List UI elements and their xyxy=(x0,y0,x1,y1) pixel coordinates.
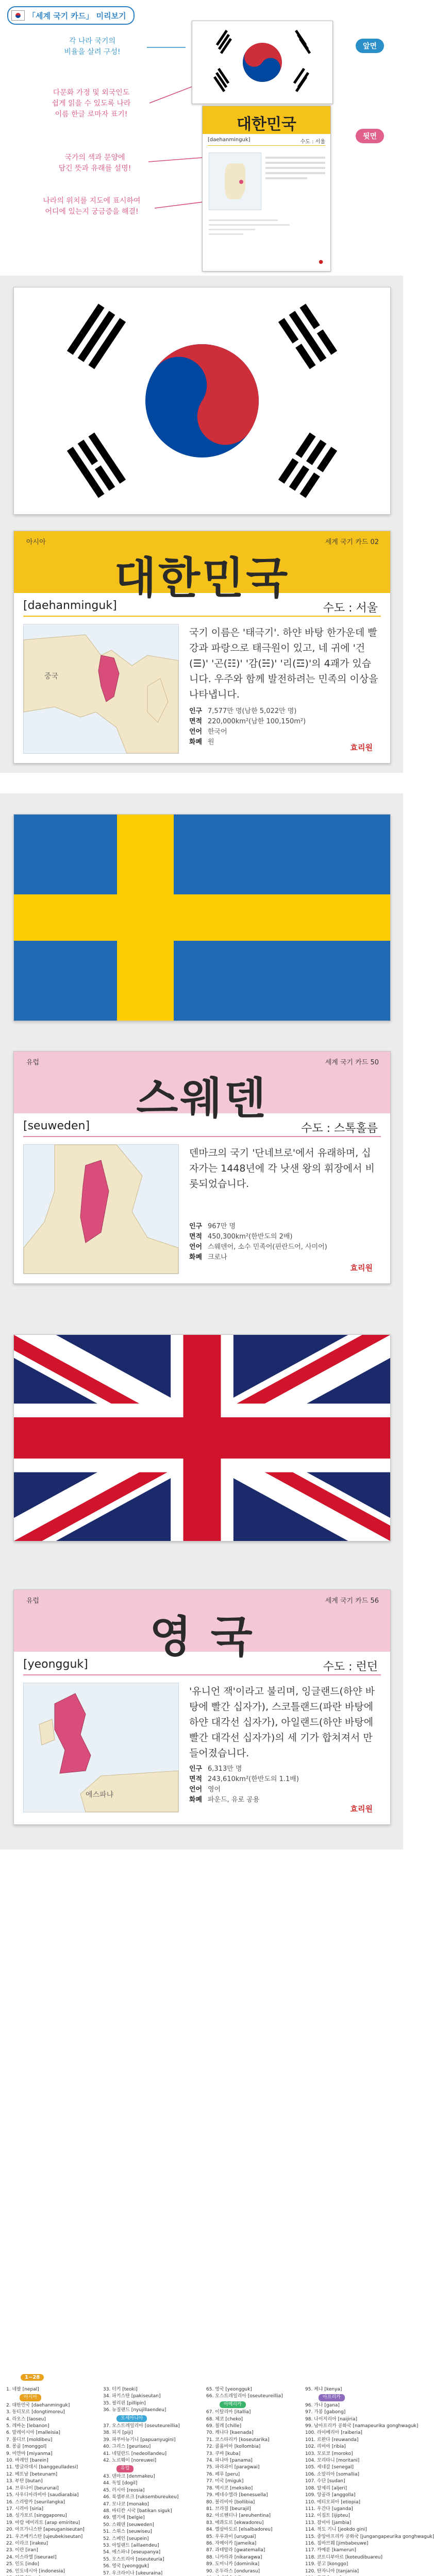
list-item: 49. 벨기에 [belgie] xyxy=(103,2515,145,2521)
list-item: 89. 도미니카 [dominika] xyxy=(206,2562,260,2567)
uk-flag-section xyxy=(0,1314,403,1561)
country-list-col-1 xyxy=(6,2386,102,2576)
country-list-col-2 xyxy=(103,2386,198,2576)
fact-row: 화폐 파운드, 유로 공용 xyxy=(189,1796,260,1804)
uk-back-card xyxy=(13,1589,391,1825)
list-item: 82. 아르헨티나 [areuhentina] xyxy=(206,2513,271,2519)
fact-row: 면적 450,300km²(한반도의 2배) xyxy=(189,1233,293,1241)
list-item: 69. 칠레 [chille] xyxy=(206,2424,242,2429)
country-romanization: [daehanminguk] xyxy=(23,599,117,612)
preview-callout-map: 나라의 위치를 지도에 표시하여 어디에 있는지 궁금증을 해결! xyxy=(43,197,141,216)
korea-back-card xyxy=(13,531,391,764)
korea-mini-flag xyxy=(192,21,332,104)
list-item: 5. 레바논 [lebanon] xyxy=(6,2424,49,2429)
publisher-logo: 효리원 xyxy=(350,1263,373,1273)
list-item: 18. 싱가포르 [singgaporeu] xyxy=(6,2513,67,2519)
preview-mini-map xyxy=(209,152,261,210)
list-item: 10. 바레인 [barein] xyxy=(6,2458,48,2464)
list-item: 120. 탄자니아 [tanjania] xyxy=(305,2568,359,2574)
uk-flag-card xyxy=(13,1334,391,1541)
list-item: 22. 이라크 [irakeu] xyxy=(6,2540,48,2546)
list-item: 115. 중앙아프리카 공화국 [jungangapeurika gonghwaguk] xyxy=(305,2534,434,2539)
continent-label: 유럽 xyxy=(26,1597,40,1605)
preview-mini-rom: [daehanminguk] xyxy=(208,137,251,143)
fact-row: 언어 한국어 xyxy=(189,728,227,736)
sweden-card-section xyxy=(0,1036,403,1314)
list-item: 112. 이집트 [ijipteu] xyxy=(305,2513,350,2519)
list-item: 53. 아일랜드 [aillaendeu] xyxy=(103,2543,159,2548)
list-item: 87. 과테말라 [gwatemalla] xyxy=(206,2548,265,2553)
list-item: 113. 잠비아 [jambia] xyxy=(305,2520,352,2526)
preview-callout-meaning: 국가의 색과 문양에 담긴 뜻과 유래를 설명! xyxy=(58,154,131,173)
list-item: 76. 페루 [peru] xyxy=(206,2471,240,2477)
preview-front-card xyxy=(192,21,333,104)
list-item: 98. 나이지리아 [naijiria] xyxy=(305,2416,357,2422)
preview-section xyxy=(0,0,403,276)
list-item: 47. 모나코 [monako] xyxy=(103,2501,149,2507)
list-item: 56. 영국 [yeongguk] xyxy=(103,2564,149,2569)
list-item: 3. 동티모르 [dongtimoreu] xyxy=(6,2410,65,2415)
list-item: 34. 파키스탄 [pakiseutan] xyxy=(103,2394,161,2399)
korea-flag-card xyxy=(13,287,391,515)
list-item: 21. 우즈베키스탄 [ujeubekiseutan] xyxy=(6,2534,83,2539)
list-item: 48. 바티칸 시국 [batikan siguk] xyxy=(103,2508,172,2514)
list-item: 110. 에티오피아 [etiopia] xyxy=(305,2499,361,2505)
preview-callout-ratio: 각 나라 국기의 비율을 살려 구성! xyxy=(64,37,121,56)
list-item: 101. 르완다 [reuwanda] xyxy=(305,2437,359,2443)
list-item: 15. 사우디아라비아 [saudiarabia] xyxy=(6,2493,79,2498)
list-item: 116. 짐바브웨 [jimbabeuwe] xyxy=(305,2540,369,2546)
list-item: 86. 자메이카 [jameika] xyxy=(206,2540,257,2546)
continent-label: 유럽 xyxy=(26,1059,40,1066)
list-item: 38. 피지 [piji] xyxy=(103,2430,133,2436)
list-category-badge: 아시아 xyxy=(20,2394,41,2401)
preview-mini-name: 대한민국 xyxy=(237,115,296,133)
list-item: 105. 세네갈 [senegal] xyxy=(305,2465,354,2470)
list-item: 102. 리비아 [ribia] xyxy=(305,2444,346,2450)
list-item: 85. 우루과이 [uruguai] xyxy=(206,2534,256,2539)
series-label: 세계 국기 카드 50 xyxy=(325,1059,379,1066)
korea-flag xyxy=(14,287,390,514)
list-item: 39. 파푸아뉴기니 [papuanyugini] xyxy=(103,2437,176,2443)
list-item: 4. 라오스 [laoseu] xyxy=(6,2416,46,2422)
map-label: 에스파냐 xyxy=(86,1791,114,1799)
list-category-badge: 아메리카 xyxy=(220,2401,246,2408)
fact-row: 인구 967만 명 xyxy=(189,1223,236,1230)
list-item: 84. 엘살바도르 [elsalbadoreu] xyxy=(206,2527,273,2533)
uk-map xyxy=(23,1683,179,1812)
list-item: 9. 미얀마 [miyanma] xyxy=(6,2451,53,2456)
list-item: 66. 오스트레일리아 [oseuteureillia] xyxy=(206,2394,283,2399)
list-category-badge: 아프리카 xyxy=(319,2394,345,2401)
list-item: 33. 터키 [teoki] xyxy=(103,2387,138,2392)
list-category-badge: 오세아니아 xyxy=(116,2415,147,2422)
list-item: 2. 대한민국 [daehanminguk] xyxy=(6,2402,70,2408)
list-item: 1. 네팔 [nepal] xyxy=(6,2387,39,2392)
list-item: 52. 스페인 [seupein] xyxy=(103,2536,149,2541)
uk-title-band xyxy=(14,1590,390,1662)
list-item: 16. 스리랑카 [seurilangka] xyxy=(6,2499,65,2505)
list-item: 117. 카메룬 [kamerun] xyxy=(305,2548,356,2553)
list-item: 54. 에스파냐 [eseupanya] xyxy=(103,2550,161,2555)
list-item: 42. 노르웨이 [noreuwei] xyxy=(103,2458,157,2464)
country-capital: 수도 : 스톡홀름 xyxy=(301,1122,378,1135)
list-item: 99. 남아프리카 공화국 [namapeurika gonghwaguk] xyxy=(305,2424,419,2429)
list-item: 75. 파라과이 [paragwai] xyxy=(206,2465,260,2470)
list-item: 6. 말레이시아 [malleisia] xyxy=(6,2430,60,2436)
list-item: 11. 방글라데시 [banggeulladesi] xyxy=(6,2465,78,2470)
uk-flag xyxy=(14,1335,390,1541)
list-item: 100. 라이베리아 [raiberia] xyxy=(305,2430,362,2436)
country-description: '유니언 잭'이라고 불리며, 잉글랜드(하얀 바탕에 빨간 십자가), 스코틀랜드(파란 바탕에 하얀 대각선 십자가), 아일랜드(하얀 바탕에 빨간 대각선 십자가)의 세 기가 합쳐져서 만들어졌습니다. xyxy=(189,1686,375,1759)
country-description: 덴마크의 국기 '단네브로'에서 유래하며, 십자가는 1448년에 각 낫샌 왕의 휘장에서 비롯되었습니다. xyxy=(189,1147,375,1190)
list-item: 118. 코트디부아르 [koteudibuareu] xyxy=(305,2554,383,2560)
list-item: 109. 앙골라 [anggolla] xyxy=(305,2493,356,2498)
country-name: 대한민국 xyxy=(114,552,290,603)
list-item: 14. 브루나이 [beurunai] xyxy=(6,2485,59,2491)
list-item: 20. 아프가니스탄 [apeuganiseutan] xyxy=(6,2527,85,2533)
list-item: 119. 콩고 [konggo] xyxy=(305,2562,348,2567)
fact-row: 화폐 크로나 xyxy=(189,1253,227,1261)
fact-row: 인구 6,313만 명 xyxy=(189,1765,242,1773)
list-item: 50. 스웨덴 [seuweden] xyxy=(103,2522,154,2528)
list-item: 40. 그리스 [geuriseu] xyxy=(103,2444,151,2450)
country-capital: 수도 : 서울 xyxy=(323,602,378,615)
sweden-back-card xyxy=(13,1051,391,1284)
list-item: 107. 수단 [sudan] xyxy=(305,2479,345,2484)
list-item: 78. 멕시코 [meksiko] xyxy=(206,2485,253,2491)
publisher-logo: 효리원 xyxy=(350,1804,373,1814)
country-facts xyxy=(189,706,380,748)
list-item: 80. 볼리비아 [bollibia] xyxy=(206,2499,255,2505)
list-item: 26. 인도네시아 [indonesia] xyxy=(6,2568,65,2574)
list-item: 114. 적도 기니 [jeokdo gini] xyxy=(305,2527,367,2533)
korea-title-band xyxy=(14,531,390,603)
list-item: 23. 이란 [iran] xyxy=(6,2548,38,2553)
sweden-flag xyxy=(14,815,390,1021)
list-category-badge: 유럽 xyxy=(116,2465,133,2472)
list-item: 45. 러시아 [reosia] xyxy=(103,2487,145,2493)
list-item: 51. 스위스 [seuwiseu] xyxy=(103,2529,152,2535)
list-item: 57. 우크라이나 [ukeuraina] xyxy=(103,2570,163,2576)
preview-mini-publisher-logo: ● xyxy=(319,259,323,265)
preview-back-card xyxy=(202,106,331,272)
country-facts xyxy=(189,1764,380,1805)
range-badge: 1~28 xyxy=(21,2374,44,2381)
fact-row: 인구 7,577만 명(남한 5,022만 명) xyxy=(189,707,297,715)
list-item: 19. 아랍 에미리트 [arap emiriteu] xyxy=(6,2520,80,2526)
sweden-flag-section xyxy=(0,793,403,1036)
list-item: 95. 케냐 [kenya] xyxy=(305,2387,342,2392)
preview-mini-capital: 수도 : 서울 xyxy=(300,139,325,145)
preview-callout-romanization: 다문화 가정 및 외국인도 쉽게 읽을 수 있도록 나라 이름 한글 로마자 표기! xyxy=(52,89,131,118)
list-item: 106. 소말리아 [somallia] xyxy=(305,2471,360,2477)
continent-label: 아시아 xyxy=(26,538,46,546)
list-item: 104. 모리타니 [moritani] xyxy=(305,2458,360,2464)
map-label: 중국 xyxy=(44,672,59,681)
list-item: 83. 에콰도르 [ekwadoreu] xyxy=(206,2520,264,2526)
list-item: 13. 부탄 [butan] xyxy=(6,2479,43,2484)
front-label: 앞면 xyxy=(356,39,384,53)
country-name: 스웨덴 xyxy=(136,1073,268,1124)
list-item: 67. 이탈리아 [itallia] xyxy=(206,2410,251,2415)
sweden-flag-card xyxy=(13,814,391,1021)
list-item: 37. 오스트레일리아 [oseuteureillia] xyxy=(103,2424,180,2429)
fact-row: 화폐 원 xyxy=(189,738,214,746)
list-item: 103. 모로코 [moroko] xyxy=(305,2451,353,2456)
series-label: 세계 국기 카드 02 xyxy=(325,538,379,546)
list-item: 70. 캐나다 [kaenada] xyxy=(206,2430,254,2436)
list-item: 36. 뉴질랜드 [nyujillaendeu] xyxy=(103,2408,166,2413)
korea-flag-section xyxy=(0,276,403,526)
fact-row: 언어 스웨덴어, 소수 민족어(핀란드어, 사미어) xyxy=(189,1243,327,1251)
list-item: 111. 우간다 [uganda] xyxy=(305,2506,353,2512)
list-item: 71. 코스타리카 [koseutarika] xyxy=(206,2437,270,2443)
country-description: 국기 이름은 '태극기'. 하얀 바탕 한가운데 빨강과 파랑으로 태극원이 있고, 네 귀에 '건(☰)' '곤(☷)' '감(☵)' '리(☲)'의 4괘가 있습니다. 우주와 함께 발전하려는 민족의 이상을 나타냅니다. xyxy=(189,627,378,700)
list-item: 44. 독일 [dogil] xyxy=(103,2481,138,2486)
list-item: 46. 룩셈부르크 [ruksembureukeu] xyxy=(103,2495,179,2500)
list-item: 35. 필리핀 [pillipin] xyxy=(103,2400,146,2406)
country-romanization: [seuweden] xyxy=(23,1120,90,1132)
country-romanization: [yeongguk] xyxy=(23,1658,88,1671)
back-label: 뒷면 xyxy=(356,129,384,143)
publisher-logo: 효리원 xyxy=(350,743,373,752)
list-item: 97. 가봉 [gabong] xyxy=(305,2410,346,2415)
list-item: 90. 온두라스 [ondurasu] xyxy=(206,2568,260,2574)
list-item: 72. 콜롬비아 [kollombia] xyxy=(206,2444,261,2450)
list-item: 73. 쿠바 [kuba] xyxy=(206,2451,241,2456)
list-item: 65. 영국 [yeongguk] xyxy=(206,2387,252,2392)
list-item: 43. 덴마크 [denmakeu] xyxy=(103,2473,155,2479)
fact-row: 언어 영어 xyxy=(189,1786,221,1793)
country-name: 영 국 xyxy=(149,1611,255,1662)
list-item: 24. 이스라엘 [iseurael] xyxy=(6,2554,57,2560)
list-item: 74. 파나마 [panama] xyxy=(206,2458,253,2464)
list-item: 7. 몰디브 [moldibeu] xyxy=(6,2437,53,2443)
series-label: 세계 국기 카드 56 xyxy=(325,1597,379,1605)
uk-card-section xyxy=(0,1561,403,1850)
list-item: 8. 몽골 [monggol] xyxy=(6,2444,47,2450)
country-facts xyxy=(189,1222,380,1263)
list-item: 68. 체코 [cheko] xyxy=(206,2416,243,2422)
list-item: 88. 니카라과 [nikaragwa] xyxy=(206,2554,262,2560)
list-item: 25. 인도 [indo] xyxy=(6,2562,39,2567)
list-item: 81. 브라질 [beurajil] xyxy=(206,2506,251,2512)
list-item: 96. 가나 [gana] xyxy=(305,2402,340,2408)
list-item: 55. 오스트리아 [oseuteuria] xyxy=(103,2556,164,2562)
list-item: 17. 시리아 [siria] xyxy=(6,2506,44,2512)
fact-row: 면적 243,610km²(한반도의 1.1배) xyxy=(189,1775,299,1783)
sweden-map xyxy=(23,1144,179,1274)
list-item: 41. 네덜란드 [nedeollandeu] xyxy=(103,2451,167,2456)
korea-card-section xyxy=(0,526,403,773)
fact-row: 면적 220,000km²(남한 100,150m²) xyxy=(189,718,306,725)
list-item: 79. 베네수엘라 [benesuella] xyxy=(206,2493,268,2498)
country-capital: 수도 : 런던 xyxy=(323,1660,378,1673)
country-list-col-3 xyxy=(206,2386,302,2576)
country-list-col-4 xyxy=(305,2386,434,2576)
list-item: 12. 베트남 [beteunam] xyxy=(6,2471,58,2477)
korea-map xyxy=(23,624,179,754)
sweden-title-band xyxy=(14,1052,390,1124)
preview-tag-text: 「세계 국기 카드」 미리보기 xyxy=(28,11,126,21)
list-item: 108. 알제리 [aljeri] xyxy=(305,2485,347,2491)
list-item: 77. 미국 [miguk] xyxy=(206,2479,244,2484)
